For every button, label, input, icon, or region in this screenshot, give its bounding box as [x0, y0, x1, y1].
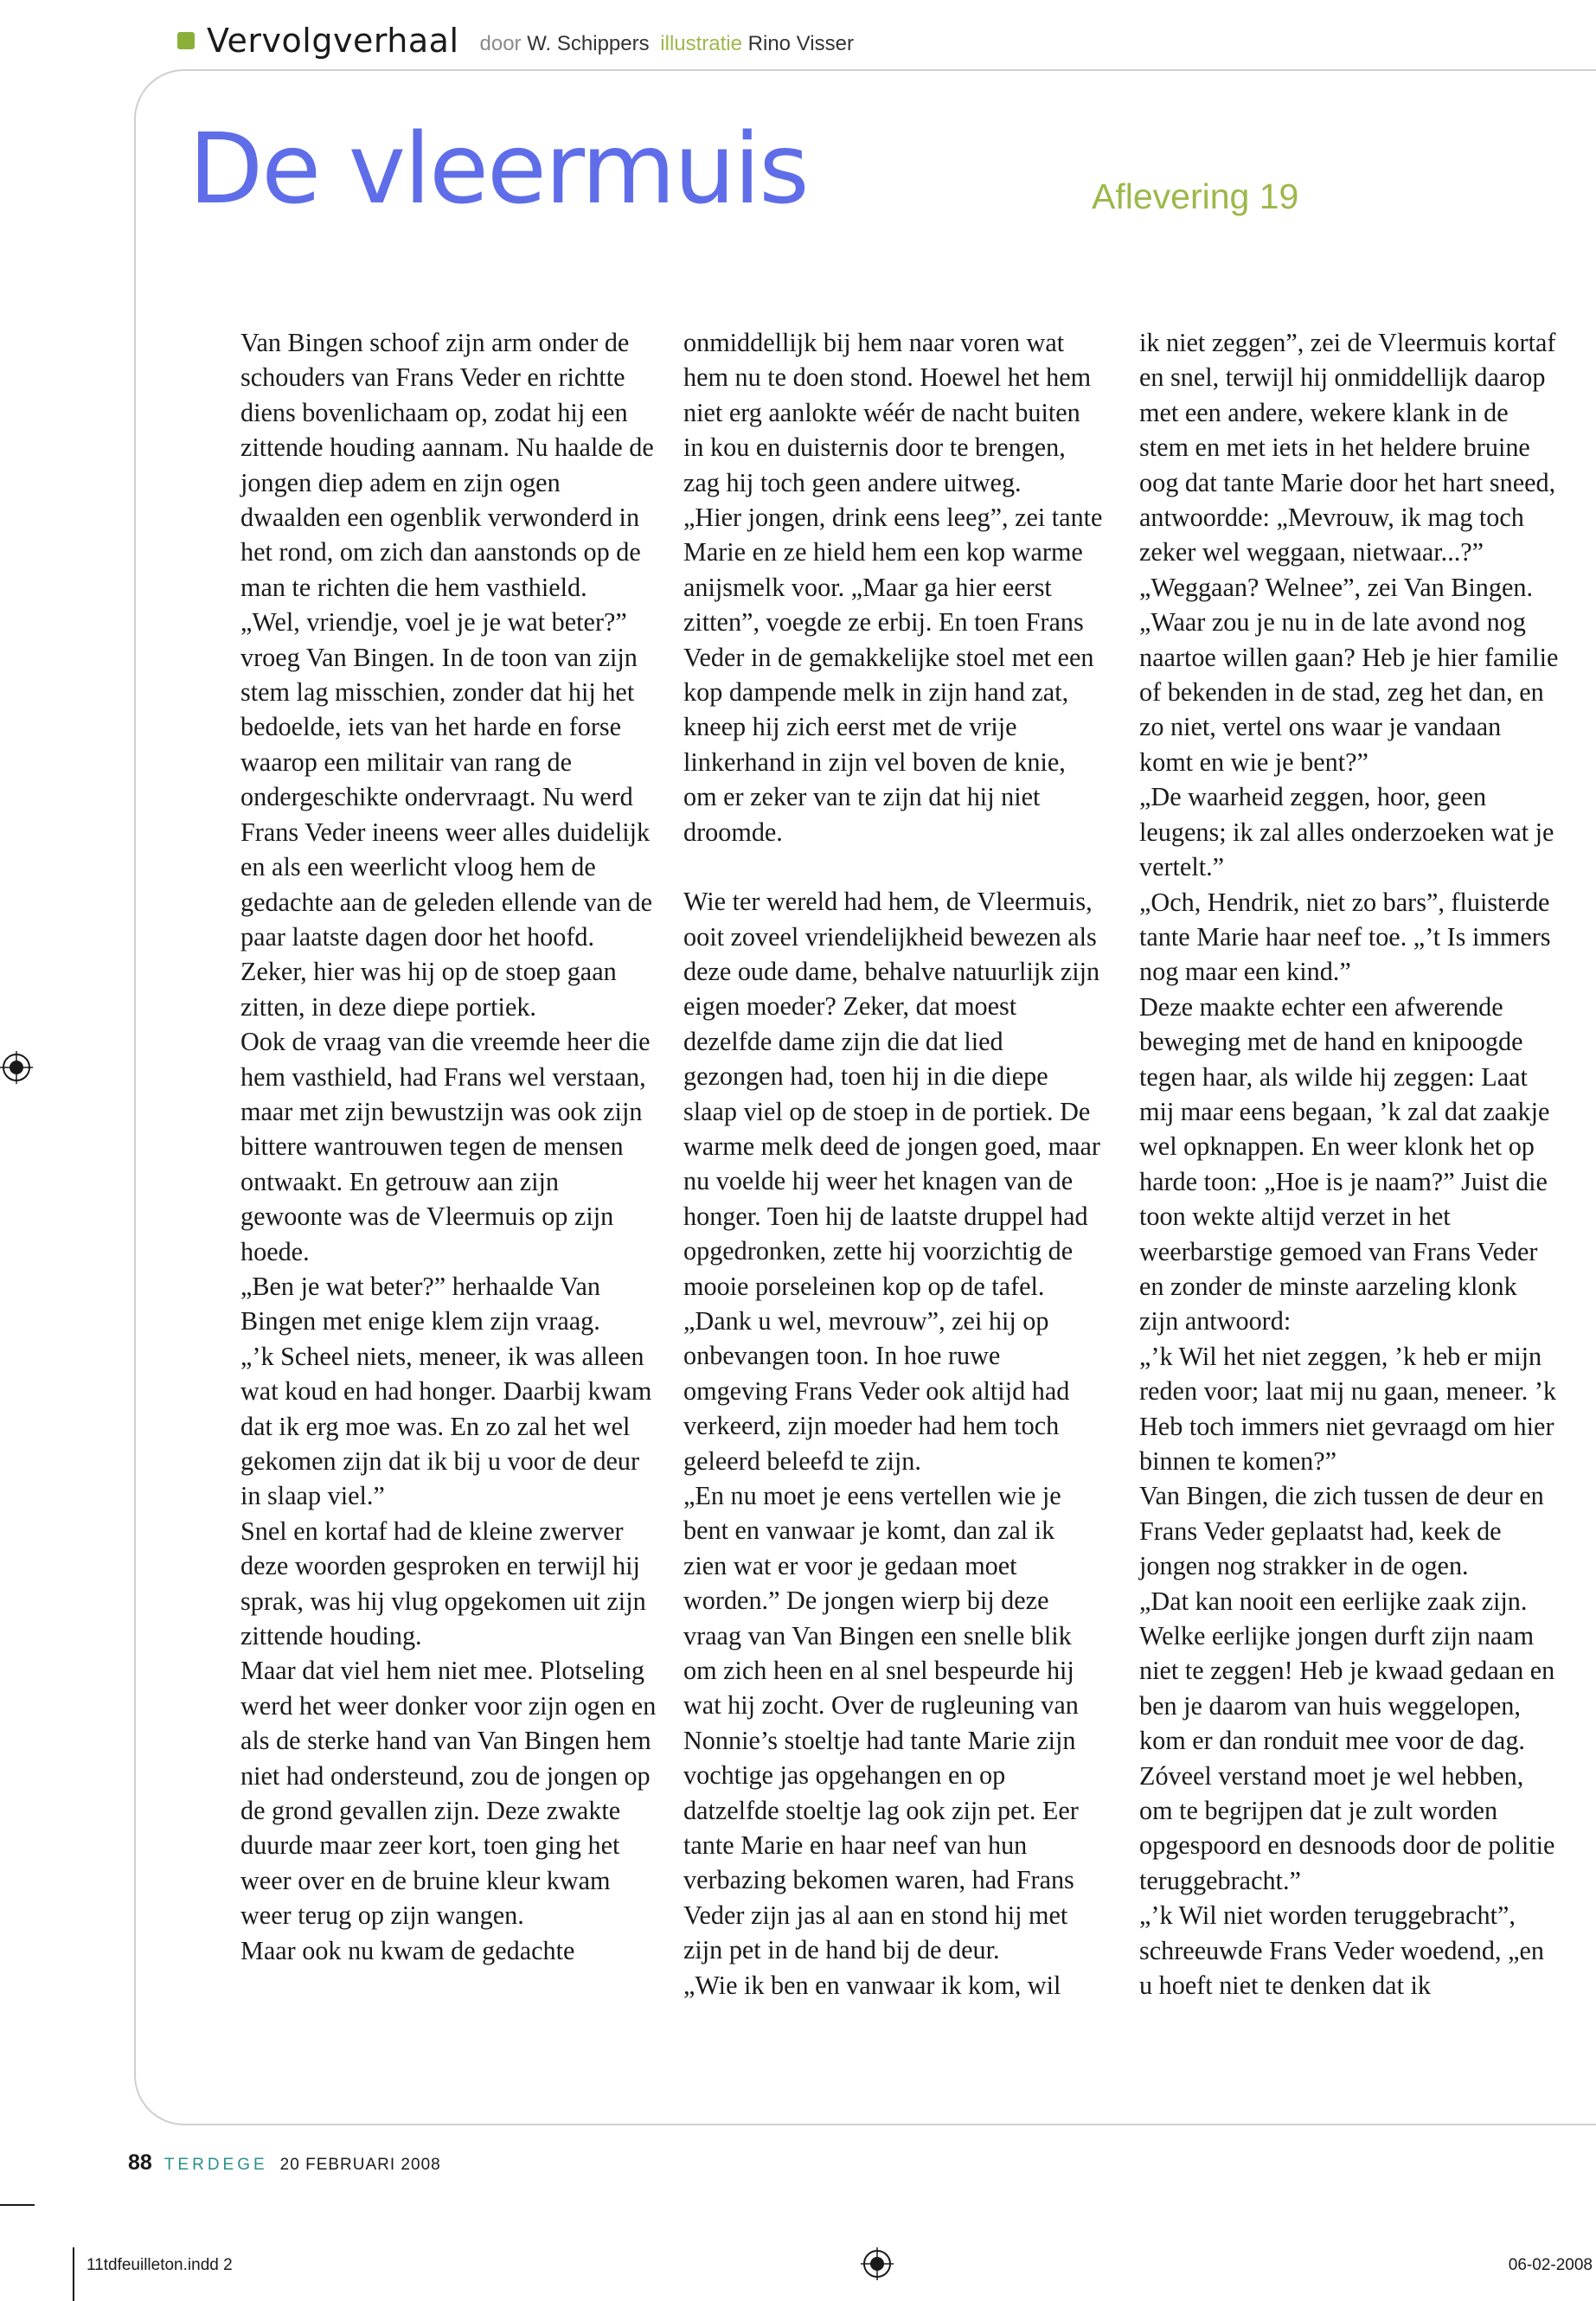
paragraph: „Hier jongen, drink eens leeg”, zei tante Marie en ze hield hem een kop warme anijsmelk voor. „Maar ga hier eerst zitten”, voegde ze erbij. En toen Frans Veder in de gemakkelijke stoel met een kop dampende melk in zijn hand zat, kneep hij zich eerst met de vrije linkerhand in zijn vel boven de knie, om er zeker van te zijn dat hij niet droomde.: [683, 503, 1103, 847]
page-title: De vleermuis: [189, 113, 808, 226]
section-marker-icon: [177, 32, 195, 49]
door-label: door: [479, 32, 522, 55]
page-number: 88: [128, 2150, 152, 2175]
paragraph: „En nu moet je eens vertellen wie je bent en vanwaar je komt, dan zal ik zien wat er voor je gedaan moet worden.” De jongen wierp bij deze vraag van Van Bingen een snelle blik om zich heen en al snel bespeurde hij wat hij zocht. Over de rugleuning van Nonnie’s stoeltje had tante Marie zijn vochtige jas opgehangen en op datzelfde stoeltje lag ook zijn pet. Eer tante Marie en haar neef van hun verbazing bekomen waren, had Frans Veder zijn jas al aan en stond hij met zijn pet in de hand bij de deur.: [683, 1481, 1079, 1965]
paragraph: Van Bingen schoof zijn arm onder de schouders van Frans Veder en richtte diens bovenlichaam op, zodat hij een zittende houding aannam. Nu haalde de jongen diep adem en zijn ogen dwaalden een ogenblik verwonderd in het rond, om zich dan aanstonds op de man te richten die hem vasthield.: [240, 328, 654, 602]
paragraph: „Wel, vriendje, voel je je wat beter?” vroeg Van Bingen. In de toon van zijn stem lag misschien, zonder dat hij het bedoelde, iets van het harde en forse waarop een militair van rang de ondergeschikte ondervraagt. Nu werd Frans Veder ineens weer alles duidelijk en als een weerlicht vloog hem de gedachte aan de geleden ellende van de paar laatste dagen door het hoofd. Zeker, hier was hij op de stoep gaan zitten, in deze diepe portiek.: [240, 607, 653, 1022]
crop-mark: [73, 2247, 74, 2301]
paragraph: „Dank u wel, mevrouw”, zei hij op onbevangen toon. In hoe ruwe omgeving Frans Veder ook altijd had verkeerd, zijn moeder had hem toch geleerd beleefd te zijn.: [683, 1305, 1070, 1476]
page-footer: [128, 2150, 441, 2176]
paragraph: „Weggaan? Welnee”, zei Van Bingen. „Waar zou je nu in de late avond nog naartoe willen gaan? Heb je hier familie of bekenden in de stad, zeg het dan, en zo niet, vertel ons waar je vandaan komt en wie je bent?”: [1139, 572, 1559, 777]
illustratie-label: illustratie: [660, 32, 742, 55]
print-slug-filename: 11tdfeuilleton.indd 2: [87, 2256, 233, 2274]
registration-mark-icon: [861, 2247, 894, 2280]
paragraph: Wie ter wereld had hem, de Vleermuis, ooit zoveel vriendelijkheid bewezen als deze oude dame, behalve natuurlijk zijn eigen moeder? Zeker, dat moest dezelfde dame zijn die dat lied gezongen had, toen hij in die diepe slaap viel op de stoep in de portiek. De warme melk deed de jongen goed, maar nu voelde hij weer het knagen van de honger. Toen hij de laatste druppel had opgedronken, zette hij voorzichtig de mooie porseleinen kop op de tafel.: [683, 887, 1100, 1301]
print-slug-date: 06-02-2008: [1508, 2256, 1593, 2274]
paragraph: Van Bingen, die zich tussen de deur en Frans Veder geplaatst had, keek de jongen nog strakker in de ogen.: [1139, 1481, 1544, 1581]
text-column-2: [683, 325, 1103, 2003]
paragraph: „Och, Hendrik, niet zo bars”, fluisterde tante Marie haar neef toe. „’t Is immers nog maar een kind.”: [1139, 887, 1551, 987]
paragraph: Snel en kortaf had de kleine zwerver deze woorden gesproken en terwijl hij sprak, was hij vlug opgekomen uit zijn zittende houding.: [240, 1516, 646, 1651]
paragraph: Ook de vraag van die vreemde heer die hem vasthield, had Frans wel verstaan, maar met zijn bewustzijn was ook zijn bittere wantrouwen tegen de mensen ontwaakt. En getrouw aan zijn gewoonte was de Vleermuis op zijn hoede.: [240, 1027, 651, 1266]
paragraph: Deze maakte echter een afwerende beweging met de hand en knipoogde tegen haar, als wilde hij zeggen: Laat mij maar eens begaan, ’k zal dat zaakje wel opknappen. En weer klonk het op harde toon: „Hoe is je naam?” Juist die toon wekte altijd verzet in het weerbarstige gemoed van Frans Veder en zonder de minste aarzeling klonk zijn antwoord:: [1139, 991, 1550, 1336]
registration-mark-icon: [0, 1051, 33, 1084]
paragraph: „Wie ik ben en vanwaar ik kom, wil: [683, 1970, 1061, 2000]
paragraph: „’k Scheel niets, meneer, ik was alleen wat koud en had honger. Daarbij kwam dat ik erg moe was. En zo zal het wel gekomen zijn dat ik bij u voor de deur in slaap viel.”: [240, 1341, 652, 1511]
paragraph: „’k Wil het niet zeggen, ’k heb er mijn reden voor; laat mij nu gaan, meneer. ’k Heb toch immers niet gevraagd om hier binnen te komen?”: [1139, 1341, 1556, 1476]
illustrator-name: Rino Visser: [747, 32, 854, 55]
episode-label: Aflevering 19: [1092, 176, 1299, 216]
paragraph: ik niet zeggen”, zei de Vleermuis kortaf en snel, terwijl hij onmiddellijk daarop met een andere, wekere klank in de stem en met iets in het heldere bruine oog dat tante Marie door het hart sneed, antwoordde: „Mevrouw, ik mag toch zeker wel weggaan, nietwaar...?”: [1139, 328, 1556, 567]
crop-mark: [0, 2204, 35, 2206]
section-label: Vervolgverhaal: [207, 22, 459, 60]
paragraph: „’k Wil niet worden teruggebracht”, schreeuwde Frans Veder woedend, „en u hoeft niet te denken dat ik: [1139, 1900, 1545, 2001]
paragraph: Maar dat viel hem niet mee. Plotseling werd het weer donker voor zijn ogen en als de sterke hand van Van Bingen hem niet had ondersteund, zou de jongen op de grond gevallen zijn. Deze zwakte duurde maar zeer kort, toen ging het weer over en de bruine kleur kwam weer terug op zijn wangen.: [240, 1656, 657, 1931]
issue-date: 20 FEBRUARI 2008: [279, 2156, 441, 2174]
author-name: W. Schippers: [527, 32, 650, 55]
text-column-3: [1139, 325, 1559, 2003]
magazine-name: TERDEGE: [163, 2156, 268, 2174]
paragraph: onmiddellijk bij hem naar voren wat hem nu te doen stond. Hoewel het hem niet erg aanlokte wéér de nacht buiten in kou en duisternis door te brengen, zag hij toch geen andere uitweg.: [683, 328, 1092, 497]
text-column-1: [240, 325, 660, 1968]
paragraph: „Dat kan nooit een eerlijke zaak zijn. Welke eerlijke jongen durft zijn naam niet te zeggen! Heb je kwaad gedaan en ben je daarom van huis weggelopen, kom er dan ronduit mee voor de dag. Zóveel verstand moet je wel hebben, om te begrijpen dat je zult worden opgespoord en desnoods door de politie teruggebracht.”: [1139, 1586, 1555, 1895]
paragraph: Maar ook nu kwam de gedachte: [240, 1935, 575, 1965]
section-header: [177, 19, 859, 62]
byline: [480, 25, 859, 56]
paragraph: „Ben je wat beter?” herhaalde Van Bingen met enige klem zijn vraag.: [240, 1271, 600, 1336]
paragraph: „De waarheid zeggen, hoor, geen leugens; ik zal alles onderzoeken wat je vertelt.”: [1139, 782, 1554, 882]
